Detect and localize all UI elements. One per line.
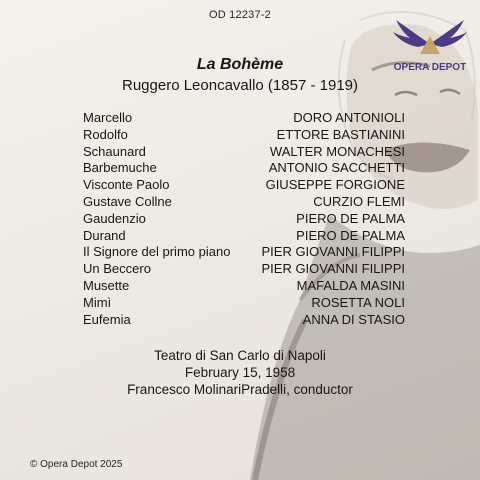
- role-name: Mimì: [83, 294, 112, 310]
- role-name: Schaunard: [83, 143, 146, 159]
- singer-name: MAFALDA MASINI: [296, 277, 405, 293]
- role-name: Eufemia: [83, 311, 131, 327]
- role-name: Gustave Collne: [83, 193, 172, 209]
- cast-row: [83, 228, 405, 245]
- logo-text: OPERA DEPOT: [393, 62, 467, 73]
- performance-info: [120, 347, 360, 398]
- singer-name: DORO ANTONIOLI: [293, 110, 405, 125]
- singer-name: PIER GIOVANNI FILIPPI: [261, 261, 405, 277]
- conductor-credit: Francesco MolinariPradelli, conductor: [127, 382, 353, 397]
- venue-name: Teatro di San Carlo di Napoli: [154, 348, 326, 363]
- singer-name: PIERO DE PALMA: [296, 210, 405, 226]
- cast-row: [83, 261, 405, 278]
- cast-row: [83, 160, 405, 177]
- singer-name: PIER GIOVANNI FILIPPI: [261, 244, 405, 260]
- singer-name: ANTONIO SACCHETTI: [268, 160, 405, 176]
- catalog-number: OD 12237-2: [209, 9, 271, 21]
- cast-row: [83, 110, 405, 127]
- copyright-notice: © Opera Depot 2025: [30, 459, 123, 470]
- role-name: Rodolfo: [83, 126, 128, 142]
- singer-name: ANNA DI STASIO: [302, 311, 405, 327]
- cast-row: [83, 211, 405, 228]
- cast-row: [83, 177, 405, 194]
- cast-row: [83, 127, 405, 144]
- cast-row: [83, 194, 405, 211]
- role-name: Visconte Paolo: [83, 177, 170, 193]
- role-name: Gaudenzio: [83, 210, 146, 226]
- cast-row: [83, 144, 405, 161]
- cast-row: [83, 295, 405, 312]
- role-name: Durand: [83, 227, 126, 243]
- composer-line: Ruggero Leoncavallo (1857 - 1919): [122, 77, 358, 94]
- role-name: Il Signore del primo piano: [83, 244, 231, 260]
- singer-name: WALTER MONACHESI: [269, 143, 405, 159]
- performance-date: February 15, 1958: [184, 365, 296, 380]
- singer-name: PIERO DE PALMA: [296, 227, 405, 243]
- cast-row: [83, 244, 405, 261]
- role-name: Musette: [83, 277, 130, 293]
- role-name: Marcello: [83, 110, 133, 125]
- singer-name: ROSETTA NOLI: [311, 294, 405, 310]
- winged-triangle-logo-icon: [388, 14, 472, 76]
- cast-row: [83, 312, 405, 329]
- role-name: Barbemuche: [83, 160, 157, 176]
- singer-name: CURZIO FLEMI: [313, 193, 405, 209]
- cast-list: [83, 110, 405, 328]
- opera-title: La Bohème: [196, 56, 284, 73]
- role-name: Un Beccero: [83, 261, 151, 277]
- singer-name: GIUSEPPE FORGIONE: [265, 177, 405, 193]
- cast-row: [83, 278, 405, 295]
- singer-name: ETTORE BASTIANINI: [276, 126, 405, 142]
